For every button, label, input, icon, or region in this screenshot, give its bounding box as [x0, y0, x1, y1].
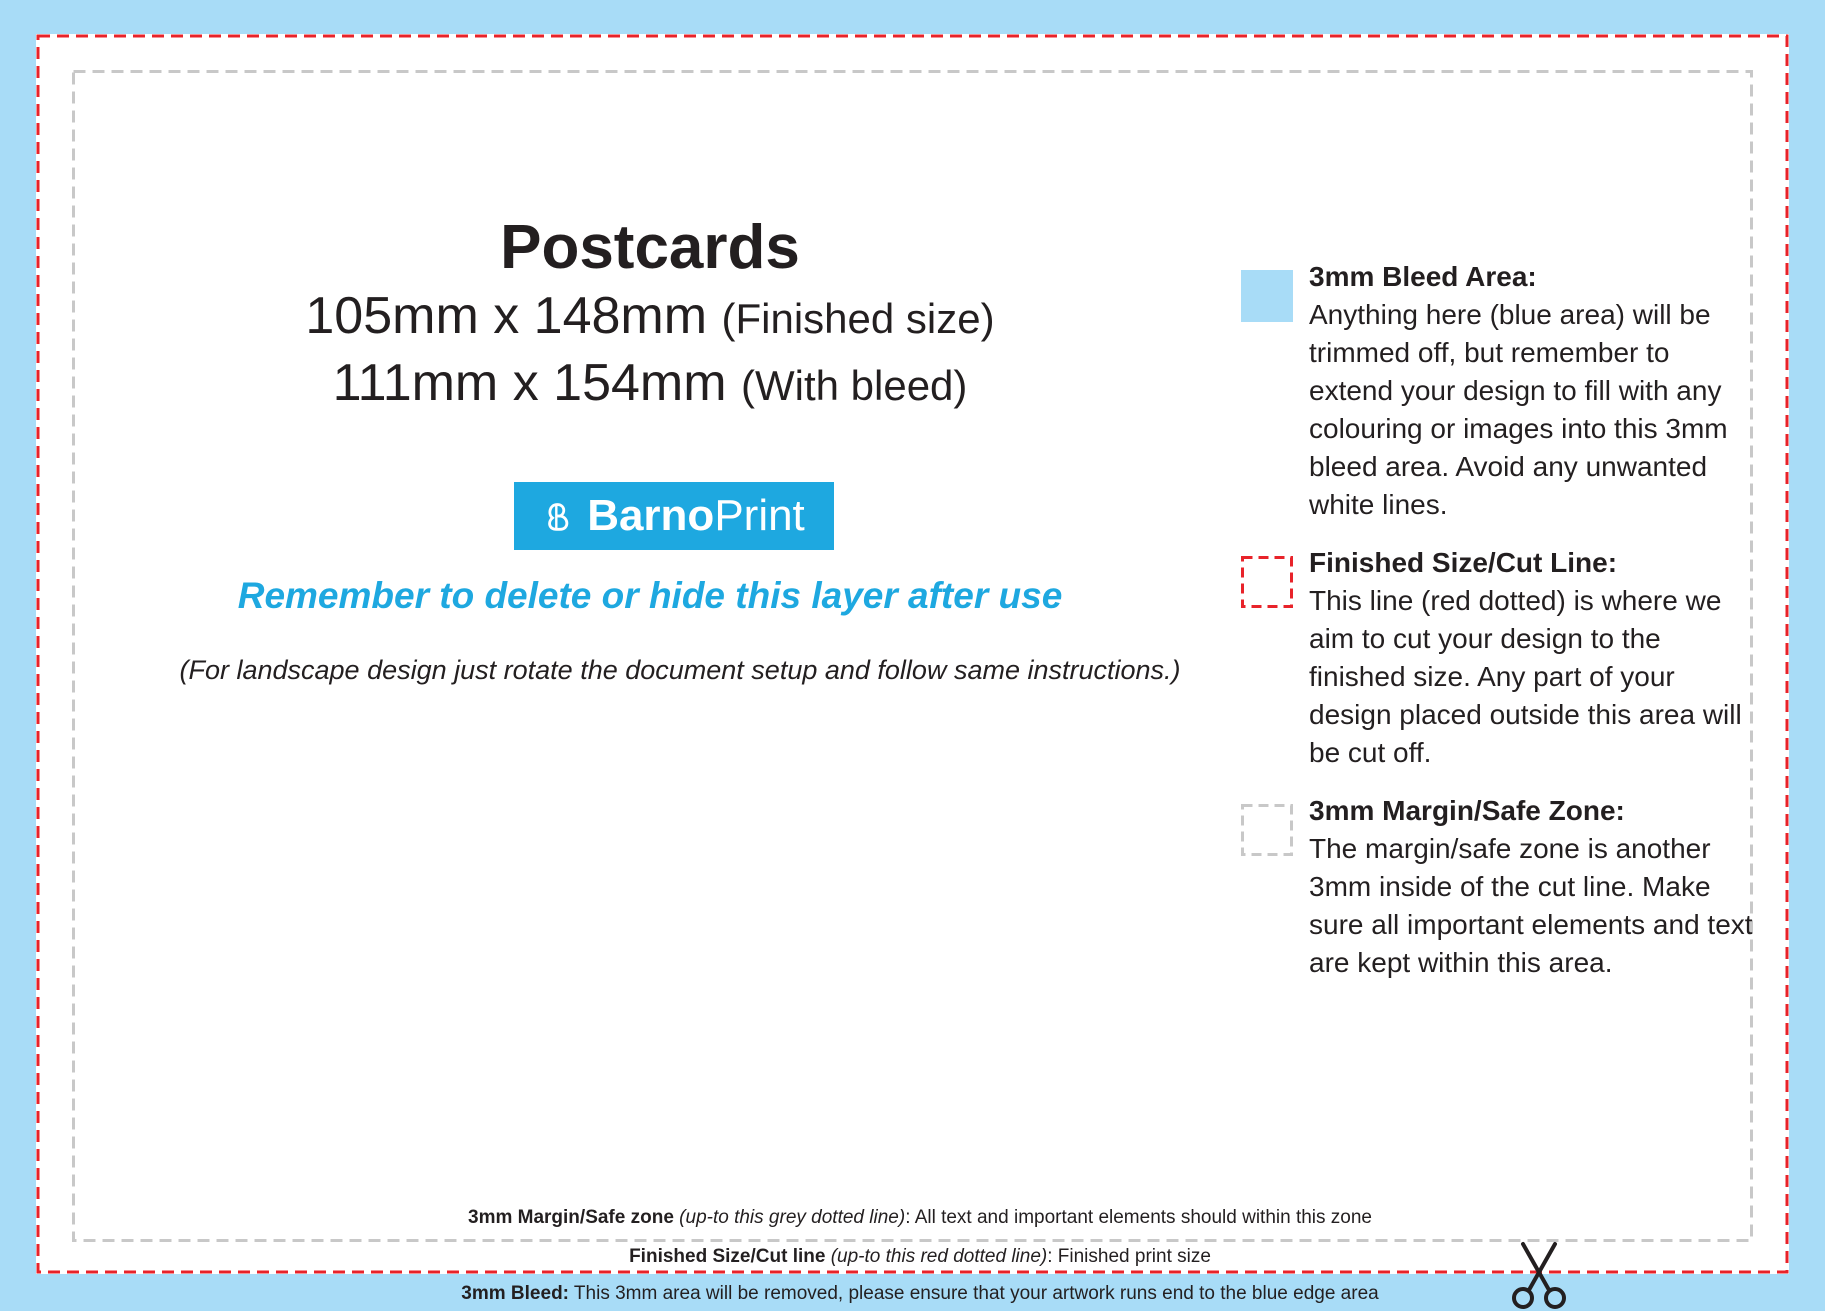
footer-cut-qualifier: (up-to this red dotted line) [830, 1246, 1048, 1267]
legend-heading: 3mm Margin/Safe Zone: [1309, 795, 1625, 826]
finished-size-dimensions: 105mm x 148mm [305, 287, 708, 345]
bleed-size-line [130, 351, 1170, 418]
footer-cut-label: Finished Size/Cut line [629, 1246, 826, 1267]
landscape-note: (For landscape design just rotate the document setup and follow same instructions.) [179, 655, 1181, 685]
logo-brand-regular: Print [714, 491, 805, 540]
footer-bleed-text: This 3mm area will be removed, please ensure that your artwork runs end to the blue edge area [569, 1283, 1379, 1304]
legend-body: The margin/safe zone is another 3mm inside of the cut line. Make sure all important elements and text are kept within this area. [1309, 833, 1753, 978]
logo-brand-bold: Barno [587, 491, 715, 540]
legend-heading: 3mm Bleed Area: [1309, 261, 1537, 292]
scissors-icon [1509, 1240, 1569, 1310]
footer-safe-zone-note [200, 1206, 1640, 1230]
footer-bleed-note [200, 1282, 1640, 1306]
footer-cut-line-note [200, 1245, 1640, 1269]
cut-line-swatch-icon [1241, 556, 1293, 608]
legend-heading: Finished Size/Cut Line: [1309, 547, 1618, 578]
footer-safe-text: : All text and important elements should within this zone [905, 1207, 1372, 1228]
bleed-size-note: (With bleed) [741, 362, 968, 409]
footer-cut-text: : Finished print size [1047, 1246, 1211, 1267]
logo-wordmark [587, 491, 805, 541]
barnoprint-logo [514, 482, 834, 550]
bleed-swatch-icon [1241, 270, 1293, 322]
legend-body: Anything here (blue area) will be trimmed off, but remember to extend your design to fill with any colouring or images into this 3mm bleed area. Avoid any unwanted white lines. [1309, 299, 1728, 520]
footer-safe-qualifier: (up-to this grey dotted line) [679, 1207, 906, 1228]
legend [1241, 258, 1761, 1002]
legend-body: This line (red dotted) is where we aim to cut your design to the finished size. Any part of your design placed outside this area will be cut off. [1309, 585, 1742, 768]
barno-b-icon [543, 497, 581, 535]
bleed-size-dimensions: 111mm x 154mm [332, 354, 727, 412]
finished-size-note: (Finished size) [721, 295, 995, 342]
legend-item-safe-zone [1241, 792, 1761, 982]
footer-bleed-label: 3mm Bleed: [461, 1283, 569, 1304]
legend-item-cut-line [1241, 544, 1761, 772]
footer-safe-label: 3mm Margin/Safe zone [468, 1207, 674, 1228]
title-block [130, 212, 1170, 418]
legend-item-bleed [1241, 258, 1761, 524]
finished-size-line [130, 284, 1170, 351]
reminder-text: Remember to delete or hide this layer after use [237, 575, 1063, 616]
safe-zone-swatch-icon [1241, 804, 1293, 856]
page-title: Postcards [500, 213, 800, 282]
